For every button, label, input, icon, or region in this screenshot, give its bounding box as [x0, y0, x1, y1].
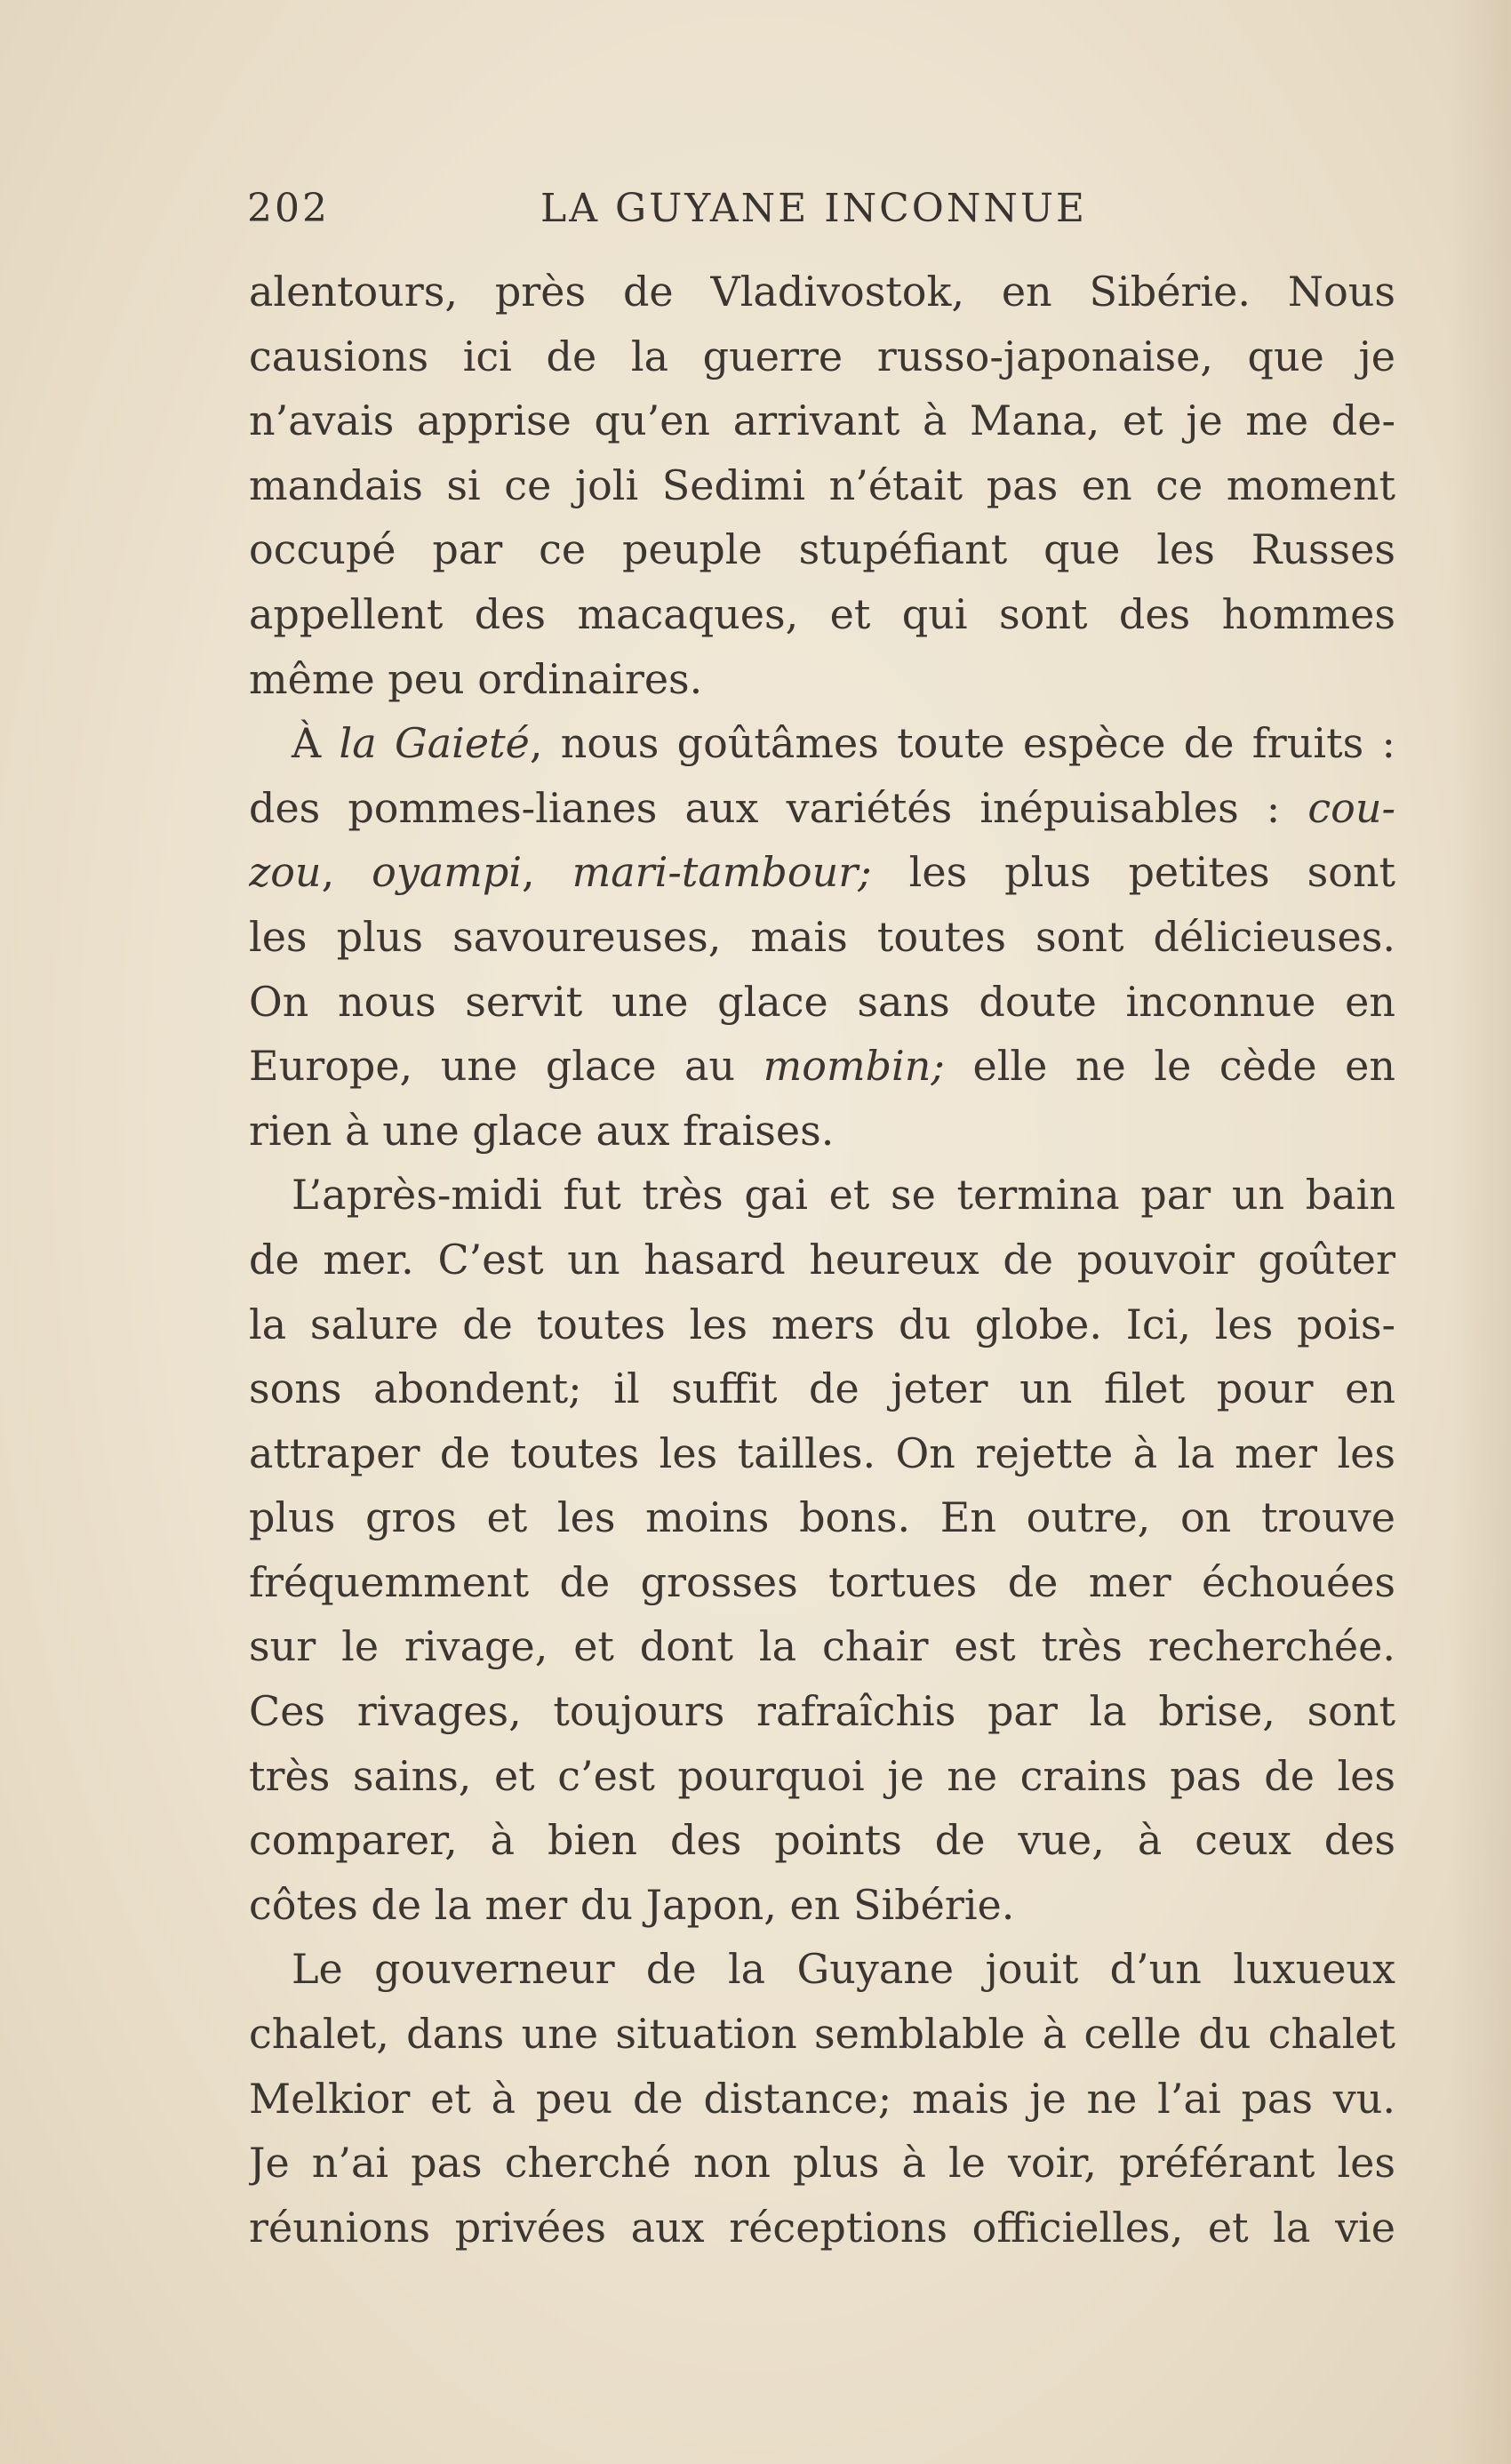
text-line: rien à une glace aux fraises.	[249, 1106, 835, 1155]
text-line: On nous servit une glace sans doute inconnue en	[249, 977, 1395, 1026]
page-number: 202	[247, 186, 330, 231]
text-line: de mer. C’est un hasard heureux de pouvoir goûter	[249, 1235, 1395, 1284]
text-line: côtes de la mer du Japon, en Sibérie.	[249, 1880, 1015, 1929]
text-line: attraper de toutes les tailles. On rejette à la mer les	[249, 1428, 1395, 1477]
text-line: plus gros et les moins bons. En outre, on trouve	[249, 1493, 1395, 1542]
running-header	[247, 182, 1394, 236]
text-line: fréquemment de grosses tortues de mer échouées	[249, 1557, 1395, 1606]
text-line: chalet, dans une situation semblable à celle du chalet	[249, 2010, 1395, 2059]
text-line: causions ici de la guerre russo-japonaise, que je	[249, 332, 1395, 380]
text-line: même peu ordinaires.	[249, 654, 703, 703]
text-line: Je n’ai pas cherché non plus à le voir, préférant les	[249, 2139, 1395, 2188]
text-line: alentours, près de Vladivostok, en Sibérie. Nous	[249, 268, 1395, 316]
text-line: la salure de toutes les mers du globe. Ici, les pois-	[249, 1300, 1395, 1348]
text-line: réunions privées aux réceptions officielles, et la vie	[249, 2203, 1395, 2252]
text-line: sons abondent; il suffit de jeter un filet pour en	[249, 1364, 1395, 1413]
text-line: très sains, et c’est pourquoi je ne crains pas de les	[249, 1751, 1395, 1800]
text-line: Le gouverneur de la Guyane jouit d’un luxueux	[292, 1945, 1395, 1994]
body-text	[249, 260, 1395, 2260]
text-line: Ces rivages, toujours rafraîchis par la brise, sont	[249, 1687, 1395, 1736]
text-line: sur le rivage, et dont la chair est très recherchée.	[249, 1622, 1395, 1671]
text-line: Melkior et à peu de distance; mais je ne l’ai pas vu.	[249, 2074, 1395, 2123]
text-line: Europe, une glace au mombin; elle ne le cède en	[249, 1042, 1395, 1091]
text-line: comparer, à bien des points de vue, à ceux des	[249, 1816, 1395, 1865]
running-title: LA GUYANE INCONNUE	[540, 186, 1088, 231]
text-line: appellent des macaques, et qui sont des hommes	[249, 589, 1395, 638]
text-line: les plus savoureuses, mais toutes sont délicieuses.	[249, 912, 1395, 961]
text-line: des pommes-lianes aux variétés inépuisables : cou-	[249, 783, 1395, 832]
text-line: L’après-midi fut très gai et se termina par un bain	[292, 1171, 1395, 1220]
text-line: mandais si ce joli Sedimi n’était pas en ce moment	[249, 460, 1395, 509]
text-line: zou, oyampi, mari-tambour; les plus petites sont	[249, 848, 1395, 897]
text-line: n’avais apprise qu’en arrivant à Mana, et je me de-	[249, 396, 1395, 445]
text-line: À la Gaieté, nous goûtâmes toute espèce de fruits :	[292, 719, 1395, 768]
text-line: occupé par ce peuple stupéfiant que les Russes	[249, 525, 1395, 574]
